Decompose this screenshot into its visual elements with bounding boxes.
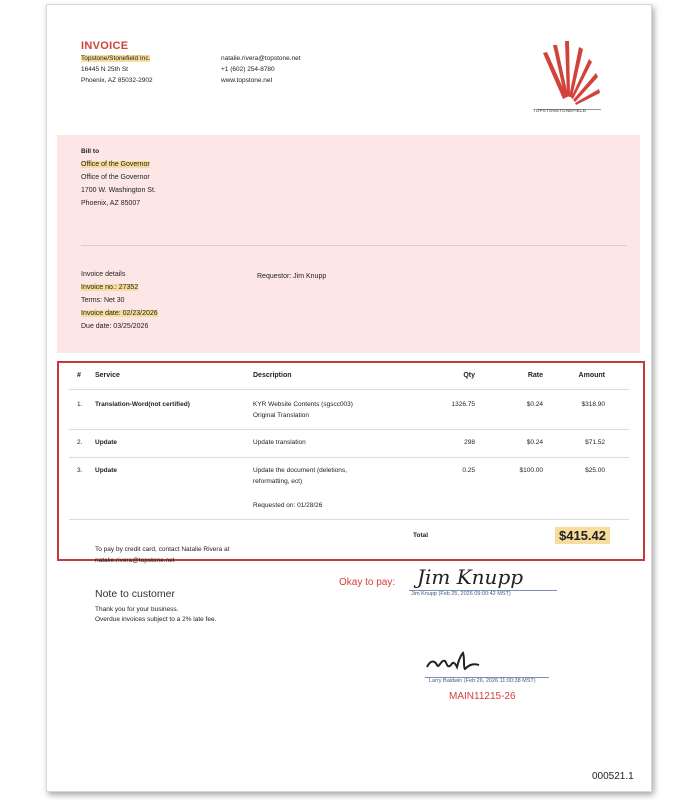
row-1-amount: $318.90 — [581, 401, 605, 408]
row-1-description-2: Original Translation — [253, 412, 309, 419]
row-3-qty: 0.25 — [462, 467, 475, 474]
signature-jim-knupp: Jim Knupp — [417, 565, 524, 589]
invoice-date: Invoice date: 02/23/2026 — [81, 310, 158, 317]
note-heading: Note to customer — [95, 588, 175, 600]
logo-text: TOPSTONSTONEFIELD — [533, 108, 587, 113]
bill-to-line-4: Phoenix, AZ 85007 — [81, 200, 141, 207]
handwritten-signature-icon — [425, 649, 485, 675]
row-2-qty: 298 — [464, 439, 475, 446]
bill-to-label: Bill to — [81, 148, 100, 155]
note-line-1: Thank you for your business. — [95, 606, 179, 613]
invoice-page — [46, 4, 652, 792]
section-divider — [81, 245, 627, 246]
row-divider — [69, 429, 629, 430]
col-header-service: Service — [95, 372, 120, 379]
row-1-service: Translation-Word(not certified) — [95, 401, 190, 408]
row-3-amount: $25.00 — [585, 467, 605, 474]
signature-caption: Jim Knupp (Feb 25, 2026 09:00:42 MST) — [411, 591, 511, 597]
total-label: Total — [413, 532, 429, 539]
invoice-details-label: Invoice details — [81, 271, 126, 278]
bill-to-line-1: Office of the Governor — [81, 161, 150, 168]
col-header-amount: Amount — [578, 372, 605, 379]
col-header-rate: Rate — [527, 372, 543, 379]
row-2-num: 2. — [77, 439, 83, 446]
col-header-num: # — [77, 372, 81, 379]
sunburst-logo-icon — [533, 33, 605, 117]
bill-to-line-3: 1700 W. Washington St. — [81, 187, 156, 194]
row-1-rate: $0.24 — [526, 401, 543, 408]
main-number: MAIN11215-26 — [449, 691, 516, 702]
invoice-title: INVOICE — [81, 40, 129, 52]
note-line-2: Overdue invoices subject to a 2% late fee. — [95, 616, 217, 623]
company-email: natalie.rivera@topstone.net — [221, 55, 301, 62]
row-2-amount: $71.52 — [585, 439, 605, 446]
company-website: www.topstone.net — [221, 77, 273, 84]
col-header-description: Description — [253, 372, 292, 379]
row-2-rate: $0.24 — [526, 439, 543, 446]
row-divider — [69, 457, 629, 458]
second-signature-caption: Larry Baldwin (Feb 26, 2026 11:00:38 MST) — [429, 678, 536, 684]
row-3-description: Update the document (deletions, — [253, 467, 347, 474]
requested-on: Requested on: 01/28/26 — [253, 502, 323, 509]
row-2-description: Update translation — [253, 439, 306, 446]
invoice-due-date: Due date: 03/25/2026 — [81, 323, 149, 330]
row-1-num: 1. — [77, 401, 83, 408]
company-address-1: 16445 N 25th St — [81, 66, 128, 73]
row-3-service: Update — [95, 467, 118, 474]
row-3-num: 3. — [77, 467, 83, 474]
row-1-description: KYR Website Contents (sgscc003) — [253, 401, 353, 408]
company-phone: +1 (602) 254-8780 — [221, 66, 275, 73]
row-1-qty: 1326.75 — [451, 401, 475, 408]
page-code: 000521.1 — [592, 771, 634, 782]
company-address-2: Phoenix, AZ 85032-2902 — [81, 77, 153, 84]
header-divider — [69, 389, 629, 390]
requestor: Requestor: Jim Knupp — [257, 273, 327, 280]
payment-note-1: To pay by credit card, contact Natalie Rivera at — [95, 546, 230, 553]
row-3-rate: $100.00 — [519, 467, 543, 474]
company-logo — [533, 33, 605, 117]
row-3-description-2: reformatting, ect) — [253, 478, 303, 485]
row-divider — [69, 519, 629, 520]
payment-note-2: natalie.rivera@topstone.net — [95, 557, 175, 564]
okay-to-pay-label: Okay to pay: — [339, 577, 396, 588]
company-name: Topstone/Stonefield Inc. — [81, 55, 151, 62]
invoice-terms: Terms: Net 30 — [81, 297, 125, 304]
second-signature — [425, 649, 485, 675]
row-2-service: Update — [95, 439, 118, 446]
bill-to-line-2: Office of the Governor — [81, 174, 150, 181]
total-value: $415.42 — [555, 527, 610, 545]
invoice-number: Invoice no.: 27352 — [81, 284, 139, 291]
col-header-qty: Qty — [463, 372, 475, 379]
